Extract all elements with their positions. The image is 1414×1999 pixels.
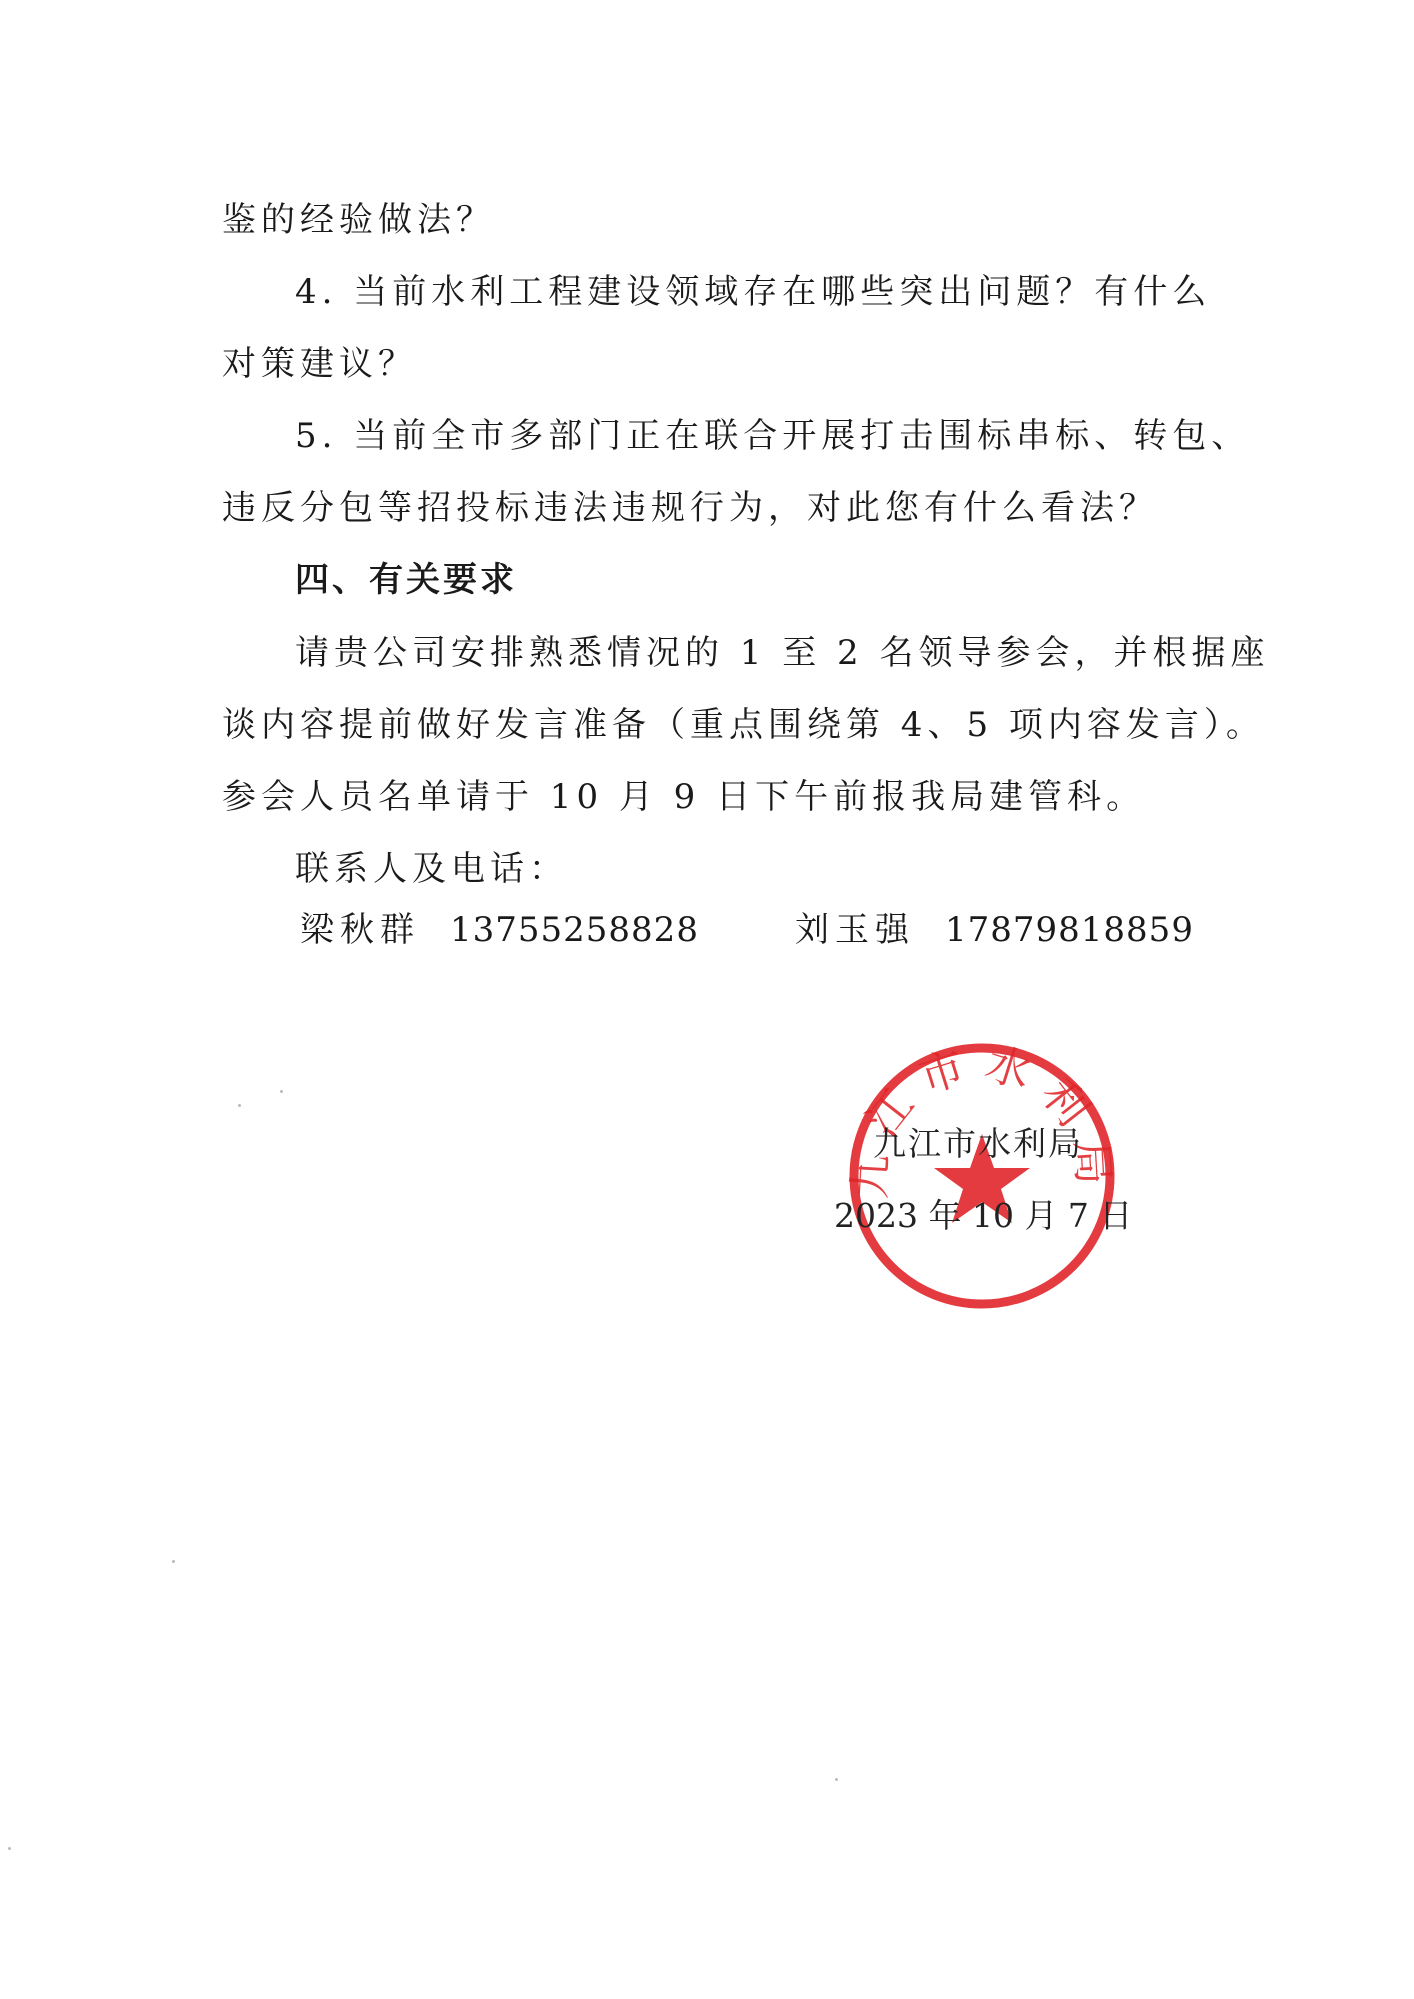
signature-org: 九江市水利局: [873, 1124, 1083, 1163]
scan-speck: [835, 1778, 838, 1781]
requirement-line-1: 请贵公司安排熟悉情况的 1 至 2 名领导参会，并根据座: [295, 633, 1270, 673]
body-line-1: 鉴的经验做法？: [222, 200, 495, 240]
question-4-line-2: 对策建议？: [222, 344, 417, 384]
contact-2-name: 刘玉强: [795, 910, 915, 950]
svg-text:九江市水利局: 九江市水利局: [844, 1037, 1120, 1201]
contact-1-name: 梁秋群: [300, 910, 420, 950]
contact-2-phone: 17879818859: [945, 910, 1194, 950]
section-heading: 四、有关要求: [295, 560, 517, 600]
requirement-line-3: 参会人员名单请于 10 月 9 日下午前报我局建管科。: [222, 777, 1146, 817]
signature-date: 2023 年 10 月 7 日: [834, 1196, 1133, 1235]
scan-speck: [172, 1560, 175, 1563]
question-4-line-1: 4. 当前水利工程建设领域存在哪些突出问题？有什么: [295, 272, 1212, 312]
official-seal: [842, 1036, 1122, 1316]
question-5-line-1: 5. 当前全市多部门正在联合开展打击围标串标、转包、: [295, 416, 1251, 456]
scan-speck: [238, 1104, 241, 1107]
contact-1-phone: 13755258828: [450, 910, 699, 950]
question-5-line-2: 违反分包等招投标违法违规行为，对此您有什么看法？: [222, 488, 1158, 528]
scan-speck: [8, 1847, 11, 1850]
scan-speck: [280, 1090, 283, 1093]
contact-2: [795, 910, 1194, 950]
contact-1: [300, 910, 699, 950]
requirement-line-2: 谈内容提前做好发言准备（重点围绕第 4、5 项内容发言）。: [222, 705, 1265, 745]
contact-label: 联系人及电话：: [295, 849, 568, 889]
